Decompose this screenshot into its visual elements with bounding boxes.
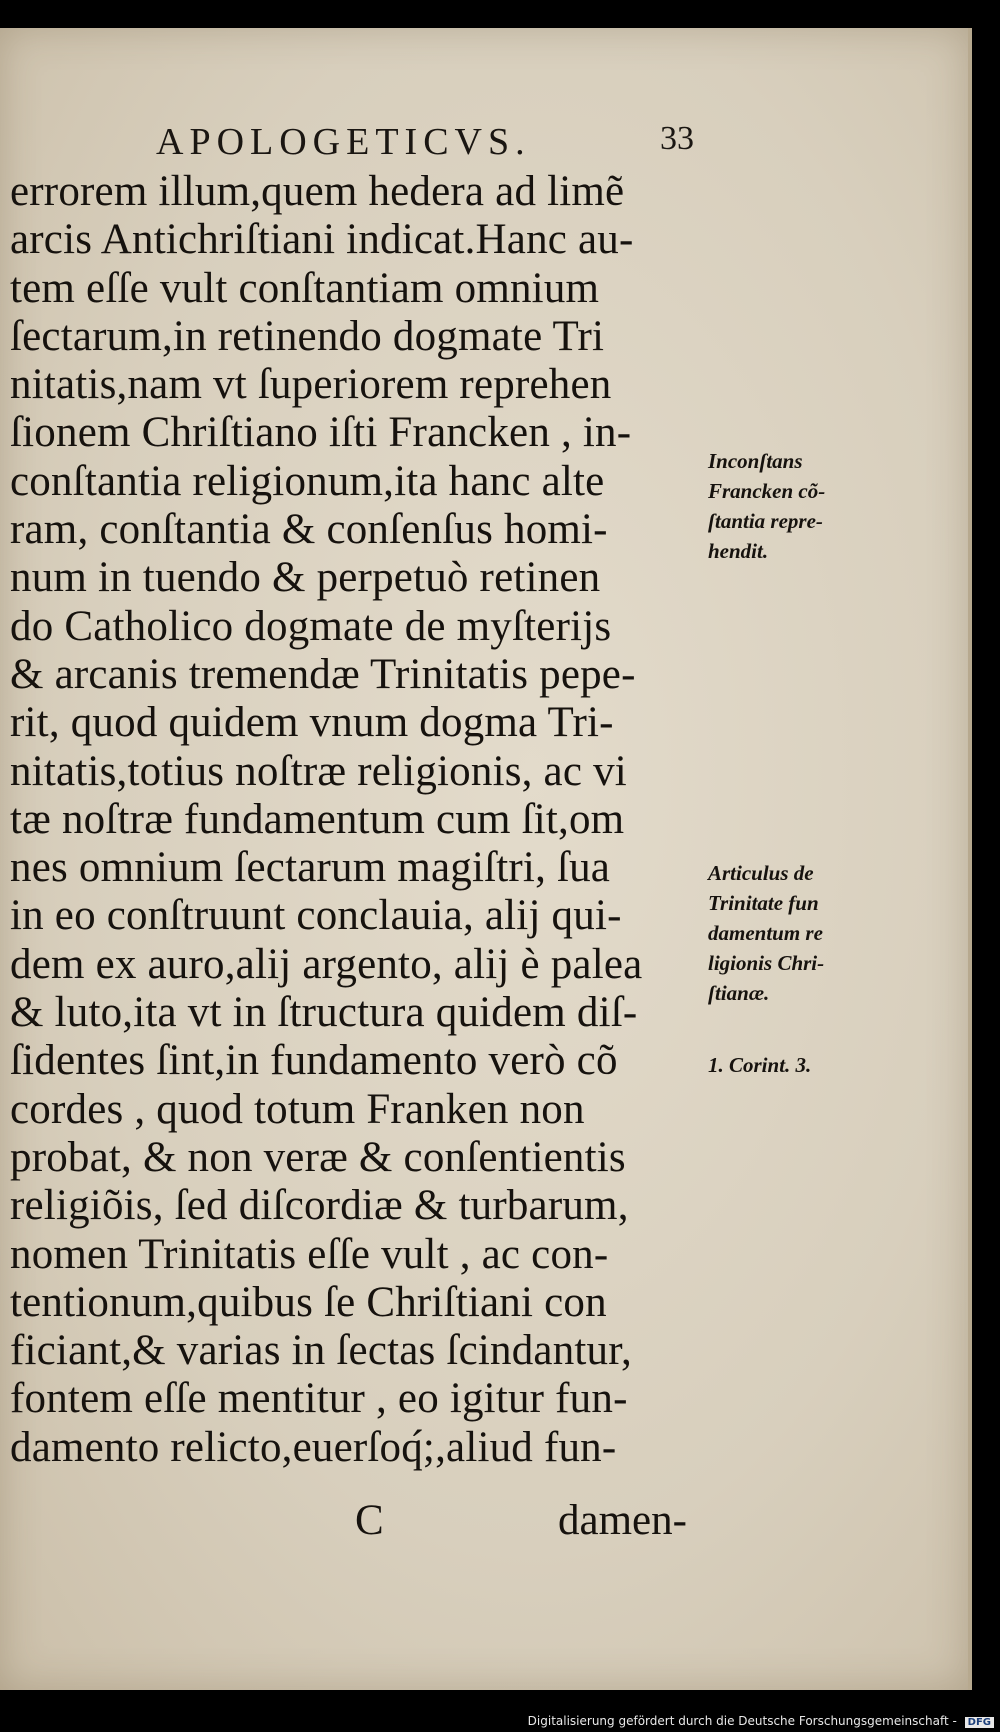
text-line: ſectarum,in retinendo dogmate Tri: [10, 312, 605, 360]
text-line: tæ noſtræ fundamentum cum ſit,om: [10, 795, 625, 843]
text-line: nitatis,totius noſtræ religionis, ac vi: [10, 747, 627, 795]
marginal-note: [708, 858, 908, 1008]
text-line: damento relicto,euerſoq́;,aliud fun-: [10, 1423, 617, 1471]
text-line: religiõis, ſed diſcordiæ & turbarum,: [10, 1182, 629, 1230]
marginal-note-line: Trinitate fun: [708, 891, 819, 915]
text-line: ſidentes ſint,in fundamento verò cõ: [10, 1037, 618, 1085]
text-line: dem ex auro,alij argento, alij è palea: [10, 940, 643, 988]
marginal-note-line: ligionis Chri-: [708, 951, 825, 975]
marginal-note-line: ſtianæ.: [708, 981, 770, 1005]
text-line: nes omnium ſectarum magiſtri, ſua: [10, 844, 611, 892]
text-line: errorem illum,quem hedera ad limẽ: [10, 168, 625, 215]
body-text: [10, 168, 710, 1472]
marginal-note-line: Francken cõ-: [708, 479, 826, 503]
marginal-note-line: 1. Corint. 3.: [708, 1053, 812, 1077]
text-line: nitatis,nam vt ſuperiorem reprehen: [10, 361, 612, 409]
text-line: rit, quod quidem vnum dogma Tri-: [10, 699, 614, 747]
text-line: ficiant,& varias in ſectas ſcindantur,: [10, 1327, 632, 1375]
text-line: & arcanis tremendæ Trinitatis pepe-: [10, 650, 636, 698]
text-line: do Catholico dogmate de myſterijs: [10, 602, 612, 650]
marginal-note-line: hendit.: [708, 539, 769, 563]
text-line: num in tuendo & perpetuò retinen: [10, 554, 601, 602]
signature-mark: C: [355, 1497, 384, 1544]
text-line: ſionem Chriſtiano iſti Francken , in-: [10, 409, 632, 457]
text-line: arcis Antichriſtiani indicat.Hanc au-: [10, 216, 634, 264]
running-head: APOLOGETICVS.: [156, 121, 531, 163]
text-line: & luto,ita vt in ſtructura quidem diſ-: [10, 989, 638, 1037]
footer-text: Digitalisierung gefördert durch die Deutsche Forschungsgemeinschaft -: [527, 1714, 957, 1728]
text-line: tentionum,quibus ſe Chriſtiani con: [10, 1278, 607, 1326]
marginal-note: [708, 446, 908, 566]
page-number: 33: [660, 120, 694, 157]
catchword: damen-: [558, 1497, 687, 1544]
digitization-footer: [528, 1714, 994, 1728]
text-line: cordes , quod totum Franken non: [10, 1085, 585, 1133]
marginal-note: [708, 1050, 908, 1080]
marginal-note-line: Articulus de: [708, 861, 814, 885]
text-line: fontem eſſe mentitur , eo igitur fun-: [10, 1375, 628, 1423]
marginal-note-line: damentum re: [708, 921, 823, 945]
catchword-row: [10, 1496, 710, 1546]
text-line: probat, & non veræ & conſentientis: [10, 1133, 626, 1181]
marginal-note-line: Inconſtans: [708, 449, 803, 473]
text-line: tem eſſe vult conſtantiam omnium: [10, 264, 600, 312]
text-line: nomen Trinitatis eſſe vult , ac con-: [10, 1230, 609, 1278]
text-line: conſtantia religionum,ita hanc alte: [10, 457, 605, 505]
dfg-logo: DFG: [965, 1717, 994, 1728]
text-line: in eo conſtruunt conclauia, alij qui-: [10, 892, 622, 940]
text-line: ram, conſtantia & conſenſus homi-: [10, 506, 608, 554]
marginal-note-line: ſtantia repre-: [708, 509, 823, 533]
book-page: [0, 28, 972, 1690]
